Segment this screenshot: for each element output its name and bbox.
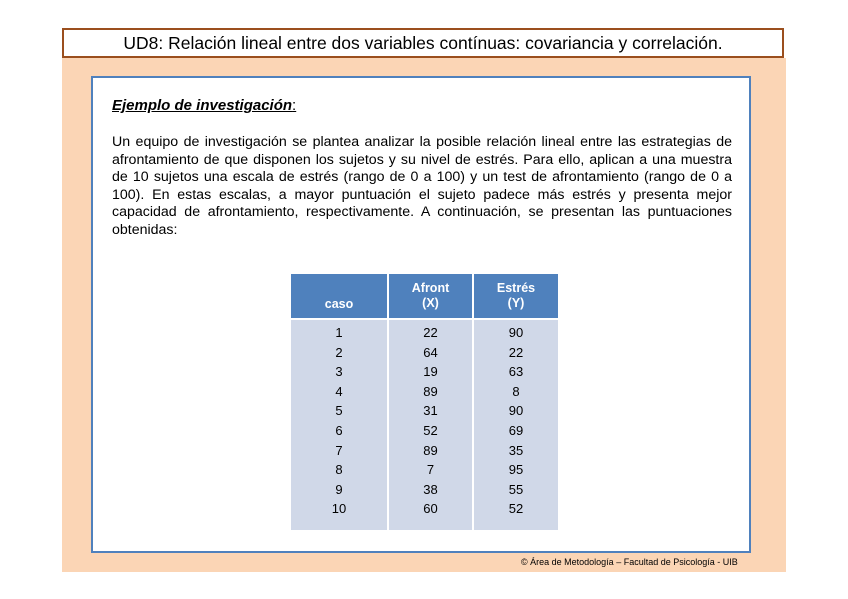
example-paragraph: Un equipo de investigación se plantea analizar la posible relación lineal entre las estrategias de afrontamiento de que disponen los sujetos y su nivel de estrés. Para ello, aplican a una muestra de 10 sujetos una escala de estrés (rango de 0 a 100) y un test de afrontamiento (rango de 0 a 100). En estas escalas, a mayor puntuación el sujeto padece más estrés y presenta mejor capacidad de afrontamiento, respectivamente. A continuación, se presentan las puntuaciones obtenidas: [112,134,732,238]
content-box [91,76,751,553]
cell-estres: 35 [508,442,524,458]
cell-estres: 55 [508,481,524,497]
table-row [291,401,558,421]
example-heading [112,97,296,114]
table-row [291,382,558,402]
cell-caso: 8 [335,462,343,478]
cell-caso: 5 [335,403,343,419]
header-caso-label: caso [324,296,354,311]
cell-afront: 52 [423,422,438,438]
cell-afront: 89 [423,383,438,399]
table-row [291,421,558,441]
cell-estres: 90 [508,403,524,419]
header-estres [474,274,558,318]
header-afront-label: Afront [411,281,450,295]
cell-caso: 10 [331,501,347,517]
header-afront-sub: (X) [422,296,439,310]
cell-estres: 95 [508,462,524,478]
example-heading-colon: : [292,97,297,114]
cell-afront: 31 [423,403,438,419]
header-caso [291,274,387,318]
table-row [291,323,558,343]
cell-afront: 38 [423,481,438,497]
cell-caso: 3 [335,364,343,380]
cell-afront: 19 [423,364,438,380]
cell-caso: 1 [335,325,343,340]
table-row [291,441,558,461]
cell-caso: 7 [335,442,343,458]
slide-title-text: UD8: Relación lineal entre dos variables contínuas: covariancia y correlación. [123,32,723,53]
cell-afront: 64 [423,344,438,360]
cell-estres: 22 [508,344,524,360]
cell-estres: 63 [508,364,524,380]
header-afront [389,274,472,318]
cell-estres: 90 [508,325,524,340]
header-estres-sub: (Y) [507,296,525,310]
cell-afront: 7 [426,462,435,478]
table-row [291,460,558,480]
table-header [291,274,558,318]
table-row [291,480,558,500]
cell-estres: 8 [512,383,520,399]
data-table [291,274,558,530]
cell-estres: 52 [508,501,524,517]
table-row [291,499,558,519]
example-heading-text: Ejemplo de investigación [112,97,293,114]
header-estres-label: Estrés [496,281,536,295]
cell-afront: 89 [423,442,438,458]
cell-caso: 9 [335,481,343,497]
cell-caso: 6 [335,422,343,438]
table-body [291,323,558,519]
cell-caso: 4 [335,383,343,399]
slide-title [62,28,784,58]
cell-afront: 60 [423,501,438,517]
cell-estres: 69 [508,422,524,438]
header-divider [291,318,558,320]
cell-afront: 22 [423,325,438,340]
table-row [291,362,558,382]
cell-caso: 2 [335,344,343,360]
table-row [291,343,558,363]
footer-credit: © Área de Metodología – Facultad de Psicología - UIB [521,557,738,567]
